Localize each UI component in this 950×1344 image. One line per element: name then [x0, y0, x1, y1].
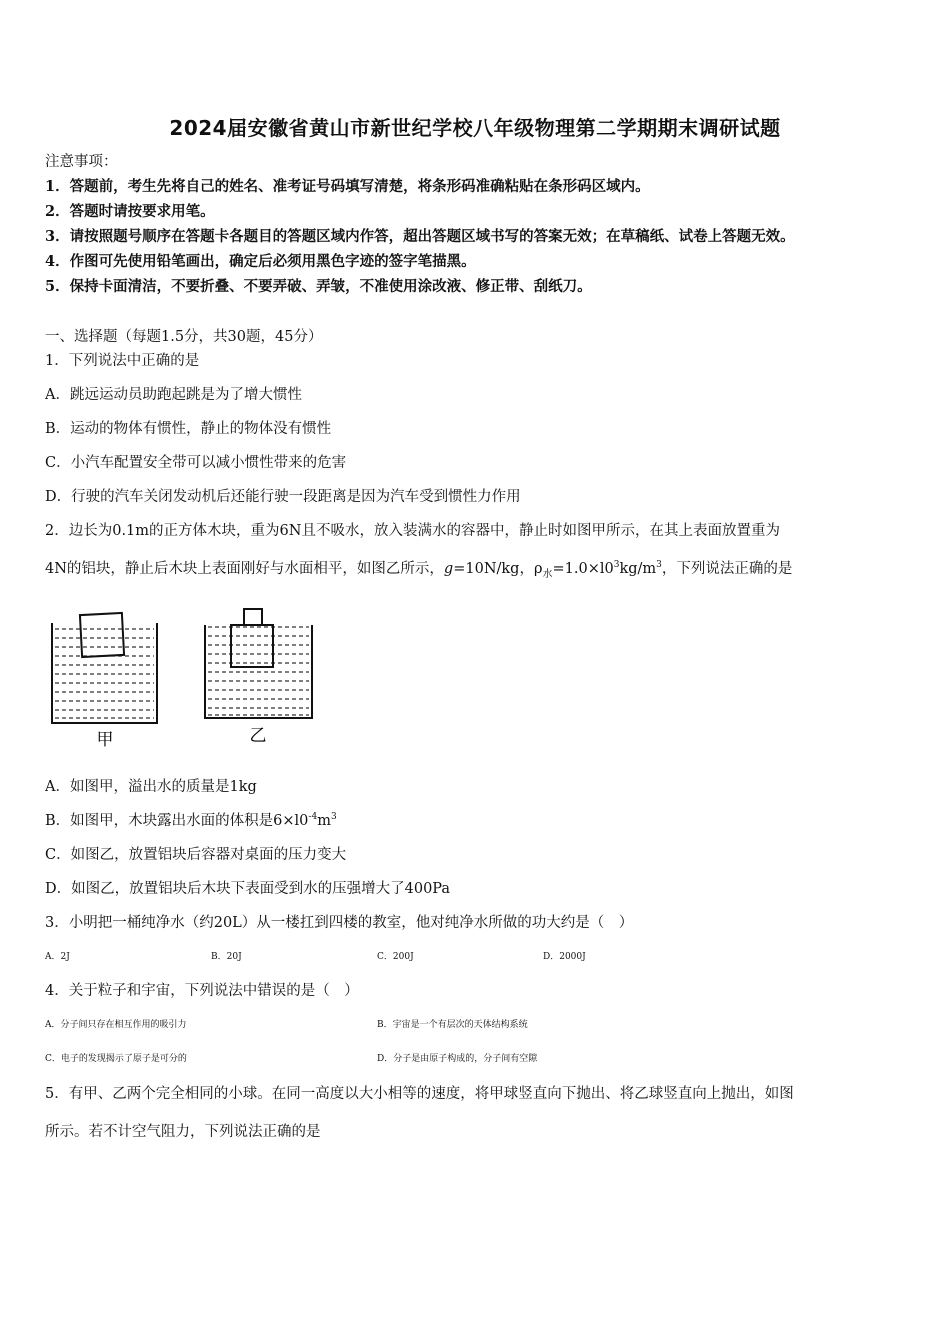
- question-3-option-a: A．2J: [45, 952, 70, 962]
- notice-item: 2．答题时请按要求用笔。: [45, 203, 215, 220]
- figure-label-yi: 乙: [249, 726, 267, 746]
- q2-optb-unit-exponent: 3: [330, 812, 337, 823]
- question-2-figure: [45, 605, 335, 755]
- notice-item: 3．请按照题号顺序在答题卡各题目的答题区域内作答，超出答题区域书写的答案无效；在草稿纸、试卷上答题无效。: [45, 228, 795, 245]
- q2-text-c: =1.0×l0: [552, 561, 614, 577]
- q2-text-e: ，下列说法正确的是: [661, 561, 793, 577]
- question-1-option-b: B．运动的物体有惯性，静止的物体没有惯性: [45, 421, 332, 437]
- section-heading: 一、选择题（每题1.5分，共30题，45分）: [45, 329, 323, 345]
- question-1-option-d: D．行驶的汽车关闭发动机后还能行驶一段距离是因为汽车受到惯性力作用: [45, 489, 521, 505]
- notice-item: 1．答题前，考生先将自己的姓名、准考证号码填写清楚，将条形码准确粘贴在条形码区域内。: [45, 178, 650, 195]
- question-3-option-c: C．200J: [377, 952, 414, 962]
- question-1-option-a: A．跳远运动员助跑起跳是为了增大惯性: [45, 387, 302, 403]
- containers-diagram: [45, 605, 335, 755]
- g-symbol: g: [443, 561, 454, 577]
- question-2-option-c: C．如图乙，放置铝块后容器对桌面的压力变大: [45, 847, 347, 863]
- question-4-options-row2: [0, 1049, 950, 1069]
- question-2-stem-line2: [45, 559, 792, 579]
- question-3-options: [0, 947, 950, 967]
- question-2-option-a: A．如图甲，溢出水的质量是1kg: [45, 779, 257, 795]
- notice-item: 4．作图可先使用铅笔画出，确定后必须用黑色字迹的签字笔描黑。: [45, 253, 476, 270]
- question-3-option-d: D．2000J: [543, 952, 586, 962]
- question-2-option-b: [45, 811, 337, 831]
- q2-text-a: 4N的铝块，静止后木块上表面刚好与水面相平，如图乙所示，: [45, 561, 444, 577]
- question-4-option-c: C．电子的发现揭示了原子是可分的: [45, 1054, 187, 1064]
- question-4-options-row1: [0, 1015, 950, 1035]
- question-4-option-a: A．分子间只存在相互作用的吸引力: [45, 1020, 187, 1030]
- q2-text-b: =10N/kg，ρ: [453, 561, 543, 577]
- question-3-option-b: B．20J: [211, 952, 242, 962]
- question-4-option-b: B．宇宙是一个有层次的天体结构系统: [377, 1020, 528, 1030]
- q2-optb-exponent: -4: [308, 812, 318, 823]
- question-2-option-d: D．如图乙，放置铝块后木块下表面受到水的压强增大了400Pa: [45, 881, 451, 897]
- question-2-stem-line1: 2．边长为0.1m的正方体木块，重为6N且不吸水，放入装满水的容器中，静止时如图甲所示，在其上表面放置重为: [45, 523, 780, 539]
- unit-exponent: 3: [656, 560, 662, 571]
- q2-optb-unit: m: [317, 813, 331, 829]
- question-5-stem-line2: 所示。若不计空气阻力，下列说法正确的是: [45, 1124, 321, 1140]
- notice-item: 5．保持卡面清洁，不要折叠、不要弄破、弄皱，不准使用涂改液、修正带、刮纸刀。: [45, 278, 592, 295]
- rho-subscript: 水: [542, 568, 553, 580]
- question-1-stem: 1．下列说法中正确的是: [45, 353, 200, 369]
- question-5-stem-line1: 5．有甲、乙两个完全相同的小球。在同一高度以大小相等的速度，将甲球竖直向下抛出、将乙球竖直向上抛出，如图: [45, 1086, 794, 1102]
- page-title: 2024届安徽省黄山市新世纪学校八年级物理第二学期期末调研试题: [169, 116, 781, 140]
- figure-label-jia: 甲: [96, 730, 114, 750]
- question-3-stem: 3．小明把一桶纯净水（约20L）从一楼扛到四楼的教室，他对纯净水所做的功大约是（ ）: [45, 915, 634, 931]
- q2-optb-text: B．如图甲，木块露出水面的体积是6×l0: [45, 813, 309, 829]
- q2-text-d: kg/m: [619, 561, 657, 577]
- question-4-option-d: D．分子是由原子构成的，分子间有空隙: [377, 1054, 538, 1064]
- container-yi: [205, 609, 312, 718]
- question-1-option-c: C．小汽车配置安全带可以减小惯性带来的危害: [45, 455, 347, 471]
- density-exponent: 3: [613, 560, 620, 571]
- question-4-stem: 4．关于粒子和宇宙，下列说法中错误的是（ ）: [45, 983, 359, 999]
- container-jia: [52, 613, 157, 723]
- notice-heading: 注意事项：: [45, 154, 118, 170]
